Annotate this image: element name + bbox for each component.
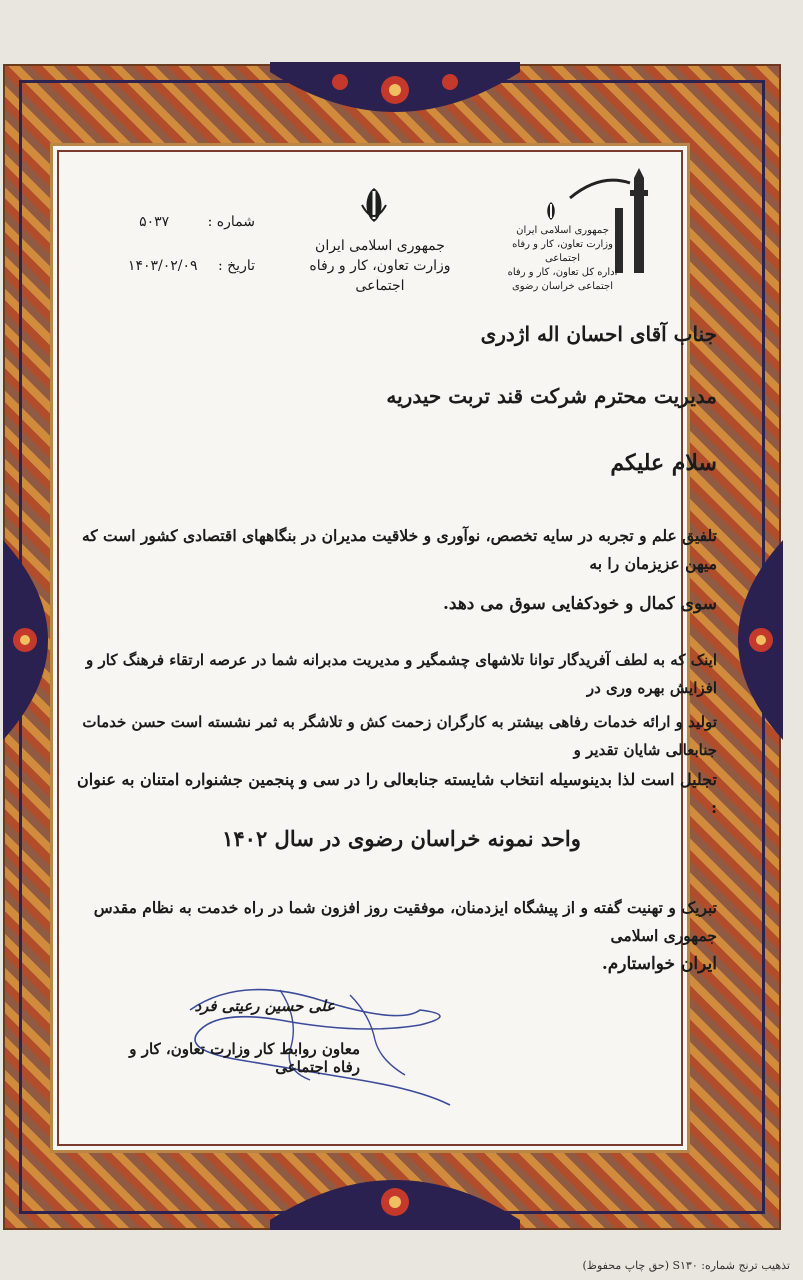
date-value: ۱۴۰۳/۰۲/۰۹	[127, 258, 198, 274]
iran-emblem-small	[540, 200, 562, 222]
number-value: ۵۰۳۷	[139, 214, 170, 230]
right-letterhead-line2: وزارت تعاون، کار و رفاه اجتماعی	[512, 239, 613, 264]
iran-emblem	[356, 185, 392, 225]
paragraph1-line2: سوی کمال و خودکفایی سوق می دهد.	[442, 594, 717, 614]
greeting: سلام علیکم	[610, 450, 717, 476]
print-note: تذهیب ترنج شماره: S۱۳۰ (حق چاپ محفوظ)	[582, 1259, 790, 1272]
addressee-company: مدیریت محترم شرکت قند تربت حیدریه	[386, 384, 717, 408]
right-letterhead	[495, 224, 630, 294]
letter-date	[95, 258, 255, 274]
addressee-name: جناب آقای احسان اله اژدری	[480, 322, 717, 346]
right-letterhead-line3: اداره کل تعاون، کار و رفاه اجتماعی خراسان رضوی	[507, 267, 618, 292]
award-title: واحد نمونه خراسان رضوی در سال ۱۴۰۲	[222, 826, 581, 851]
paragraph3-line1: تبریک و تهنیت گفته و از پیشگاه ایزدمنان، موفقیت روز افزون شما در راه خدمت به نظام مقدس جمهوری اسلامی	[93, 898, 717, 945]
number-label: شماره :	[207, 214, 255, 230]
center-letterhead-line1: جمهوری اسلامی ایران	[315, 238, 445, 254]
bottom-ornament	[270, 1150, 520, 1230]
paragraph2-line2: تولید و ارائه خدمات رفاهی بیشتر به کارگران زحمت کش و تلاشگر به ثمر نشسته است حسن خدمات جنابعالی شایان تقدیر و	[82, 713, 717, 759]
date-label: تاریخ :	[217, 258, 255, 274]
center-letterhead	[300, 236, 460, 296]
paragraph2-line3: تجلیل است لذا بدینوسیله انتخاب شایسته جنابعالی را در سی و پنجمین جشنواره امتنان به عنوان :	[77, 770, 717, 817]
right-ornament	[718, 540, 783, 740]
signatory-title: معاون روابط کار وزارت تعاون، کار و رفاه اجتماعی	[129, 1040, 360, 1076]
paragraph3-line2: ایران خواستارم.	[601, 954, 717, 974]
right-letterhead-line1: جمهوری اسلامی ایران	[516, 225, 609, 236]
center-letterhead-line2: وزارت تعاون، کار و رفاه اجتماعی	[309, 258, 451, 294]
signatory-name: علی حسین رعیتی فرد	[194, 997, 335, 1015]
letter-number	[95, 214, 255, 230]
paragraph2-line1: اینک که به لطف آفریدگار توانا تلاشهای چشمگیر و مدیریت مدبرانه شما در عرصه ارتقاء فرهنگ کار و افزایش بهره وری در	[86, 651, 717, 697]
top-ornament	[270, 62, 520, 142]
paragraph1-line1: تلفیق علم و تجربه در سایه تخصص، نوآوری و خلاقیت مدیران در بنگاههای اقتصادی کشور است که میهن عزیزمان را به	[81, 526, 717, 573]
